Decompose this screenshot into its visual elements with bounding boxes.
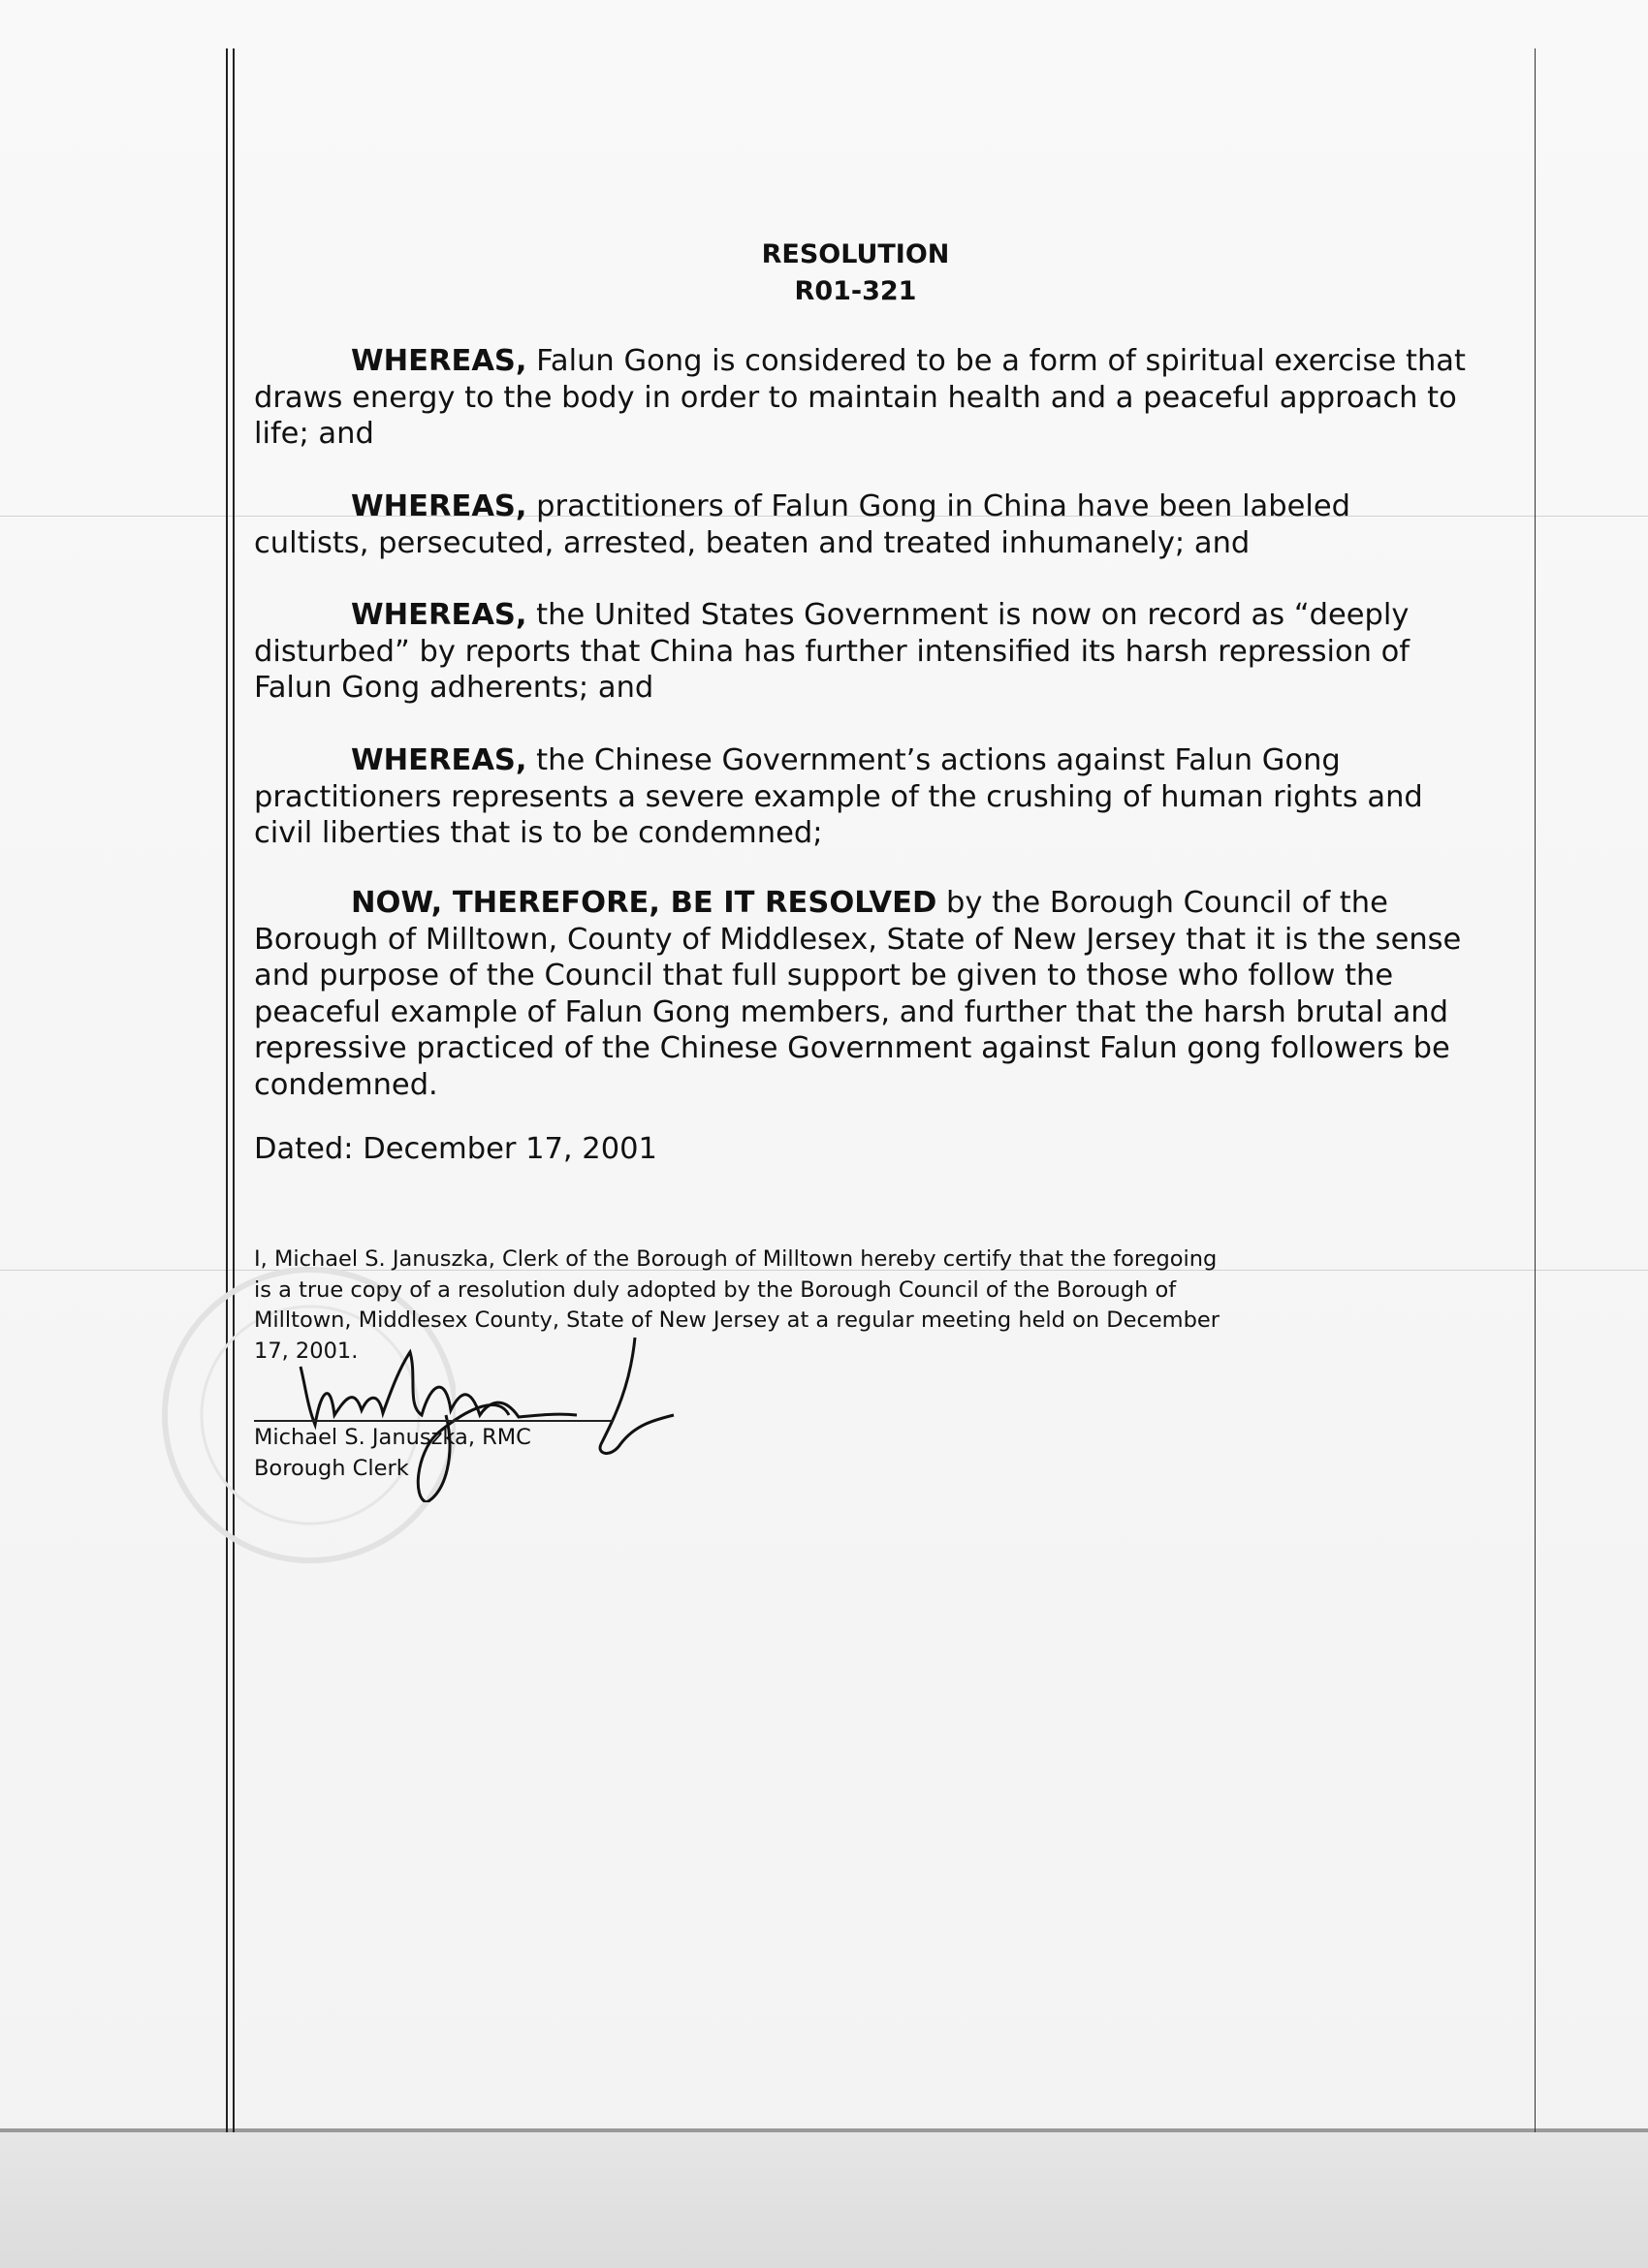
whereas-paragraph-1: WHEREAS, Falun Gong is considered to be a form of spiritual exercise that draws energy to the body in order to maintain health and a peaceful approach to life; and	[254, 344, 1466, 451]
resolution-title: RESOLUTION	[761, 239, 950, 269]
whereas-paragraph-4: WHEREAS, the Chinese Government’s actions against Falun Gong practitioners represents a severe example of the crushing of human rights and civil liberties that is to be condemned;	[254, 743, 1423, 850]
whereas-paragraph-3: WHEREAS, the United States Government is now on record as “deeply disturbed” by reports that China has further intensified its harsh repression of Falun Gong adherents; and	[254, 598, 1410, 705]
right-margin-rule	[1535, 48, 1536, 2132]
signature-line	[254, 1420, 613, 1422]
date-line: Dated: December 17, 2001	[254, 1132, 657, 1166]
left-margin-rule	[233, 48, 235, 2132]
signer-name: Michael S. Januszka, RMC	[254, 1425, 531, 1450]
scan-background	[0, 2132, 1648, 2268]
whereas-paragraph-2: WHEREAS, practitioners of Falun Gong in China have been labeled cultists, persecuted, arrested, beaten and treated inhumanely; and	[254, 489, 1350, 560]
resolved-paragraph: NOW, THEREFORE, BE IT RESOLVED by the Borough Council of the Borough of Milltown, County of Middlesex, State of New Jersey that it is the sense and purpose of the Council that full support be given to those who follow the peaceful example of Falun Gong members, and further that the harsh brutal and repressive practiced of the Chinese Government against Falun gong followers be condemned.	[254, 886, 1462, 1102]
resolution-number: R01-321	[794, 276, 917, 306]
page-bottom-edge	[0, 2128, 1648, 2132]
clerk-certification: I, Michael S. Januszka, Clerk of the Borough of Milltown hereby certify that the foregoing is a true copy of a resolution duly adopted by the Borough Council of the Borough of Milltown, Middlesex County, State of New Jersey at a regular meeting held on December 17, 2001.	[254, 1246, 1220, 1364]
signer-block	[254, 1423, 531, 1484]
left-margin-rule	[226, 48, 228, 2132]
signer-title: Borough Clerk	[254, 1455, 409, 1481]
